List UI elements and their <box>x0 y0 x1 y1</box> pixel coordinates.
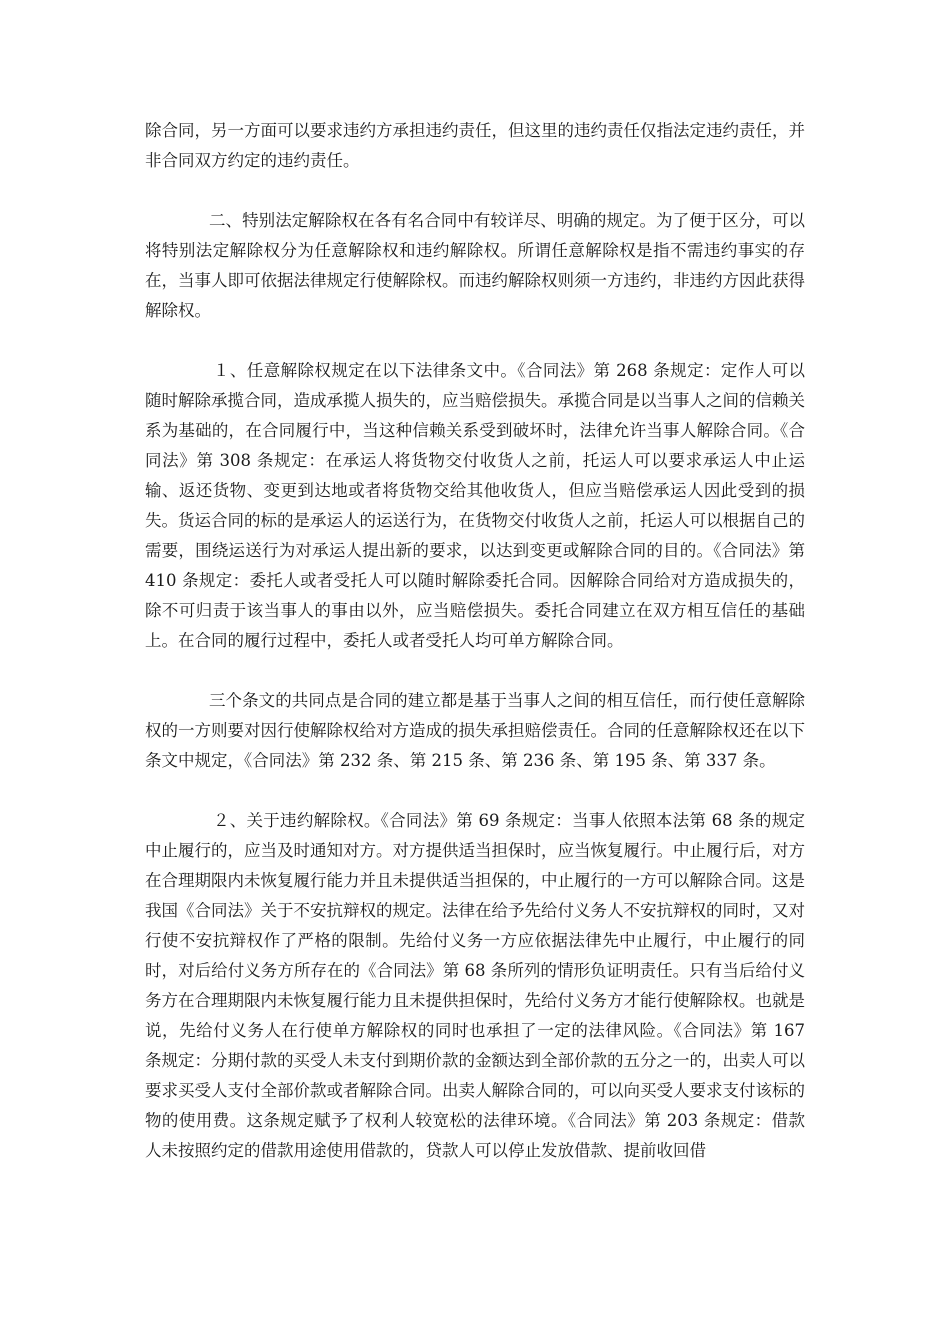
paragraph-breach-rescission: ２、关于违约解除权。《合同法》第 69 条规定：当事人依照本法第 68 条的规定中止履行的，应当及时通知对方。对方提供适当担保时，应当恢复履行。中止履行后，对方在合理期限内未恢复履行能力并且未提供适当担保的，中止履行的一方可以解除合同。这是我国《合同法》关于不安抗辩权的规定。法律在给予先给付义务人不安抗辩权的同时，又对行使不安抗辩权作了严格的限制。先给付义务一方应依据法律先中止履行，中止履行的同时，对后给付义务方所存在的《合同法》第 68 条所列的情形负证明责任。只有当后给付义务方在合理期限内未恢复履行能力且未提供担保时，先给付义务方才能行使解除权。也就是说，先给付义务人在行使单方解除权的同时也承担了一定的法律风险。《合同法》第 167 条规定：分期付款的买受人未支付到期价款的金额达到全部价款的五分之一的，出卖人可以要求买受人支付全部价款或者解除合同。出卖人解除合同的，可以向买受人要求支付该标的物的使用费。这条规定赋予了权利人较宽松的法律环境。《合同法》第 203 条规定：借款人未按照约定的借款用途使用借款的，贷款人可以停止发放借款、提前收回借 <box>145 811 805 1160</box>
paragraph-arbitrary-rescission: １、任意解除权规定在以下法律条文中。《合同法》第 268 条规定：定作人可以随时解除承揽合同，造成承揽人损失的，应当赔偿损失。承揽合同是以当事人之间的信赖关系为基础的，在合同履行中，当这种信赖关系受到破坏时，法律允许当事人解除合同。《合同法》第 308 条规定：在承运人将货物交付收货人之前，托运人可以要求承运人中止运输、返还货物、变更到达地或者将货物交给其他收货人，但应当赔偿承运人因此受到的损失。货运合同的标的是承运人的运送行为，在货物交付收货人之前，托运人可以根据自己的需要，围绕运送行为对承运人提出新的要求，以达到变更或解除合同的目的。《合同法》第 410 条规定：委托人或者受托人可以随时解除委托合同。因解除合同给对方造成损失的，除不可归责于该当事人的事由以外，应当赔偿损失。委托合同建立在双方相互信任的基础上。在合同的履行过程中，委托人或者受托人均可单方解除合同。 <box>145 361 805 650</box>
paragraph-continuation: 除合同，另一方面可以要求违约方承担违约责任，但这里的违约责任仅指法定违约责任，并非合同双方约定的违约责任。 <box>145 121 805 170</box>
document-body <box>145 116 805 1166</box>
paragraph-common-points: 三个条文的共同点是合同的建立都是基于当事人之间的相互信任，而行使任意解除权的一方则要对因行使解除权给对方造成的损失承担赔偿责任。合同的任意解除权还在以下条文中规定，《合同法》第 232 条、第 215 条、第 236 条、第 195 条、第 337 条。 <box>145 691 805 770</box>
paragraph-special-statutory-rescission: 二、特别法定解除权在各有名合同中有较详尽、明确的规定。为了便于区分，可以将特别法定解除权分为任意解除权和违约解除权。所谓任意解除权是指不需违约事实的存在，当事人即可依据法律规定行使解除权。而违约解除权则须一方违约，非违约方因此获得解除权。 <box>145 211 805 320</box>
